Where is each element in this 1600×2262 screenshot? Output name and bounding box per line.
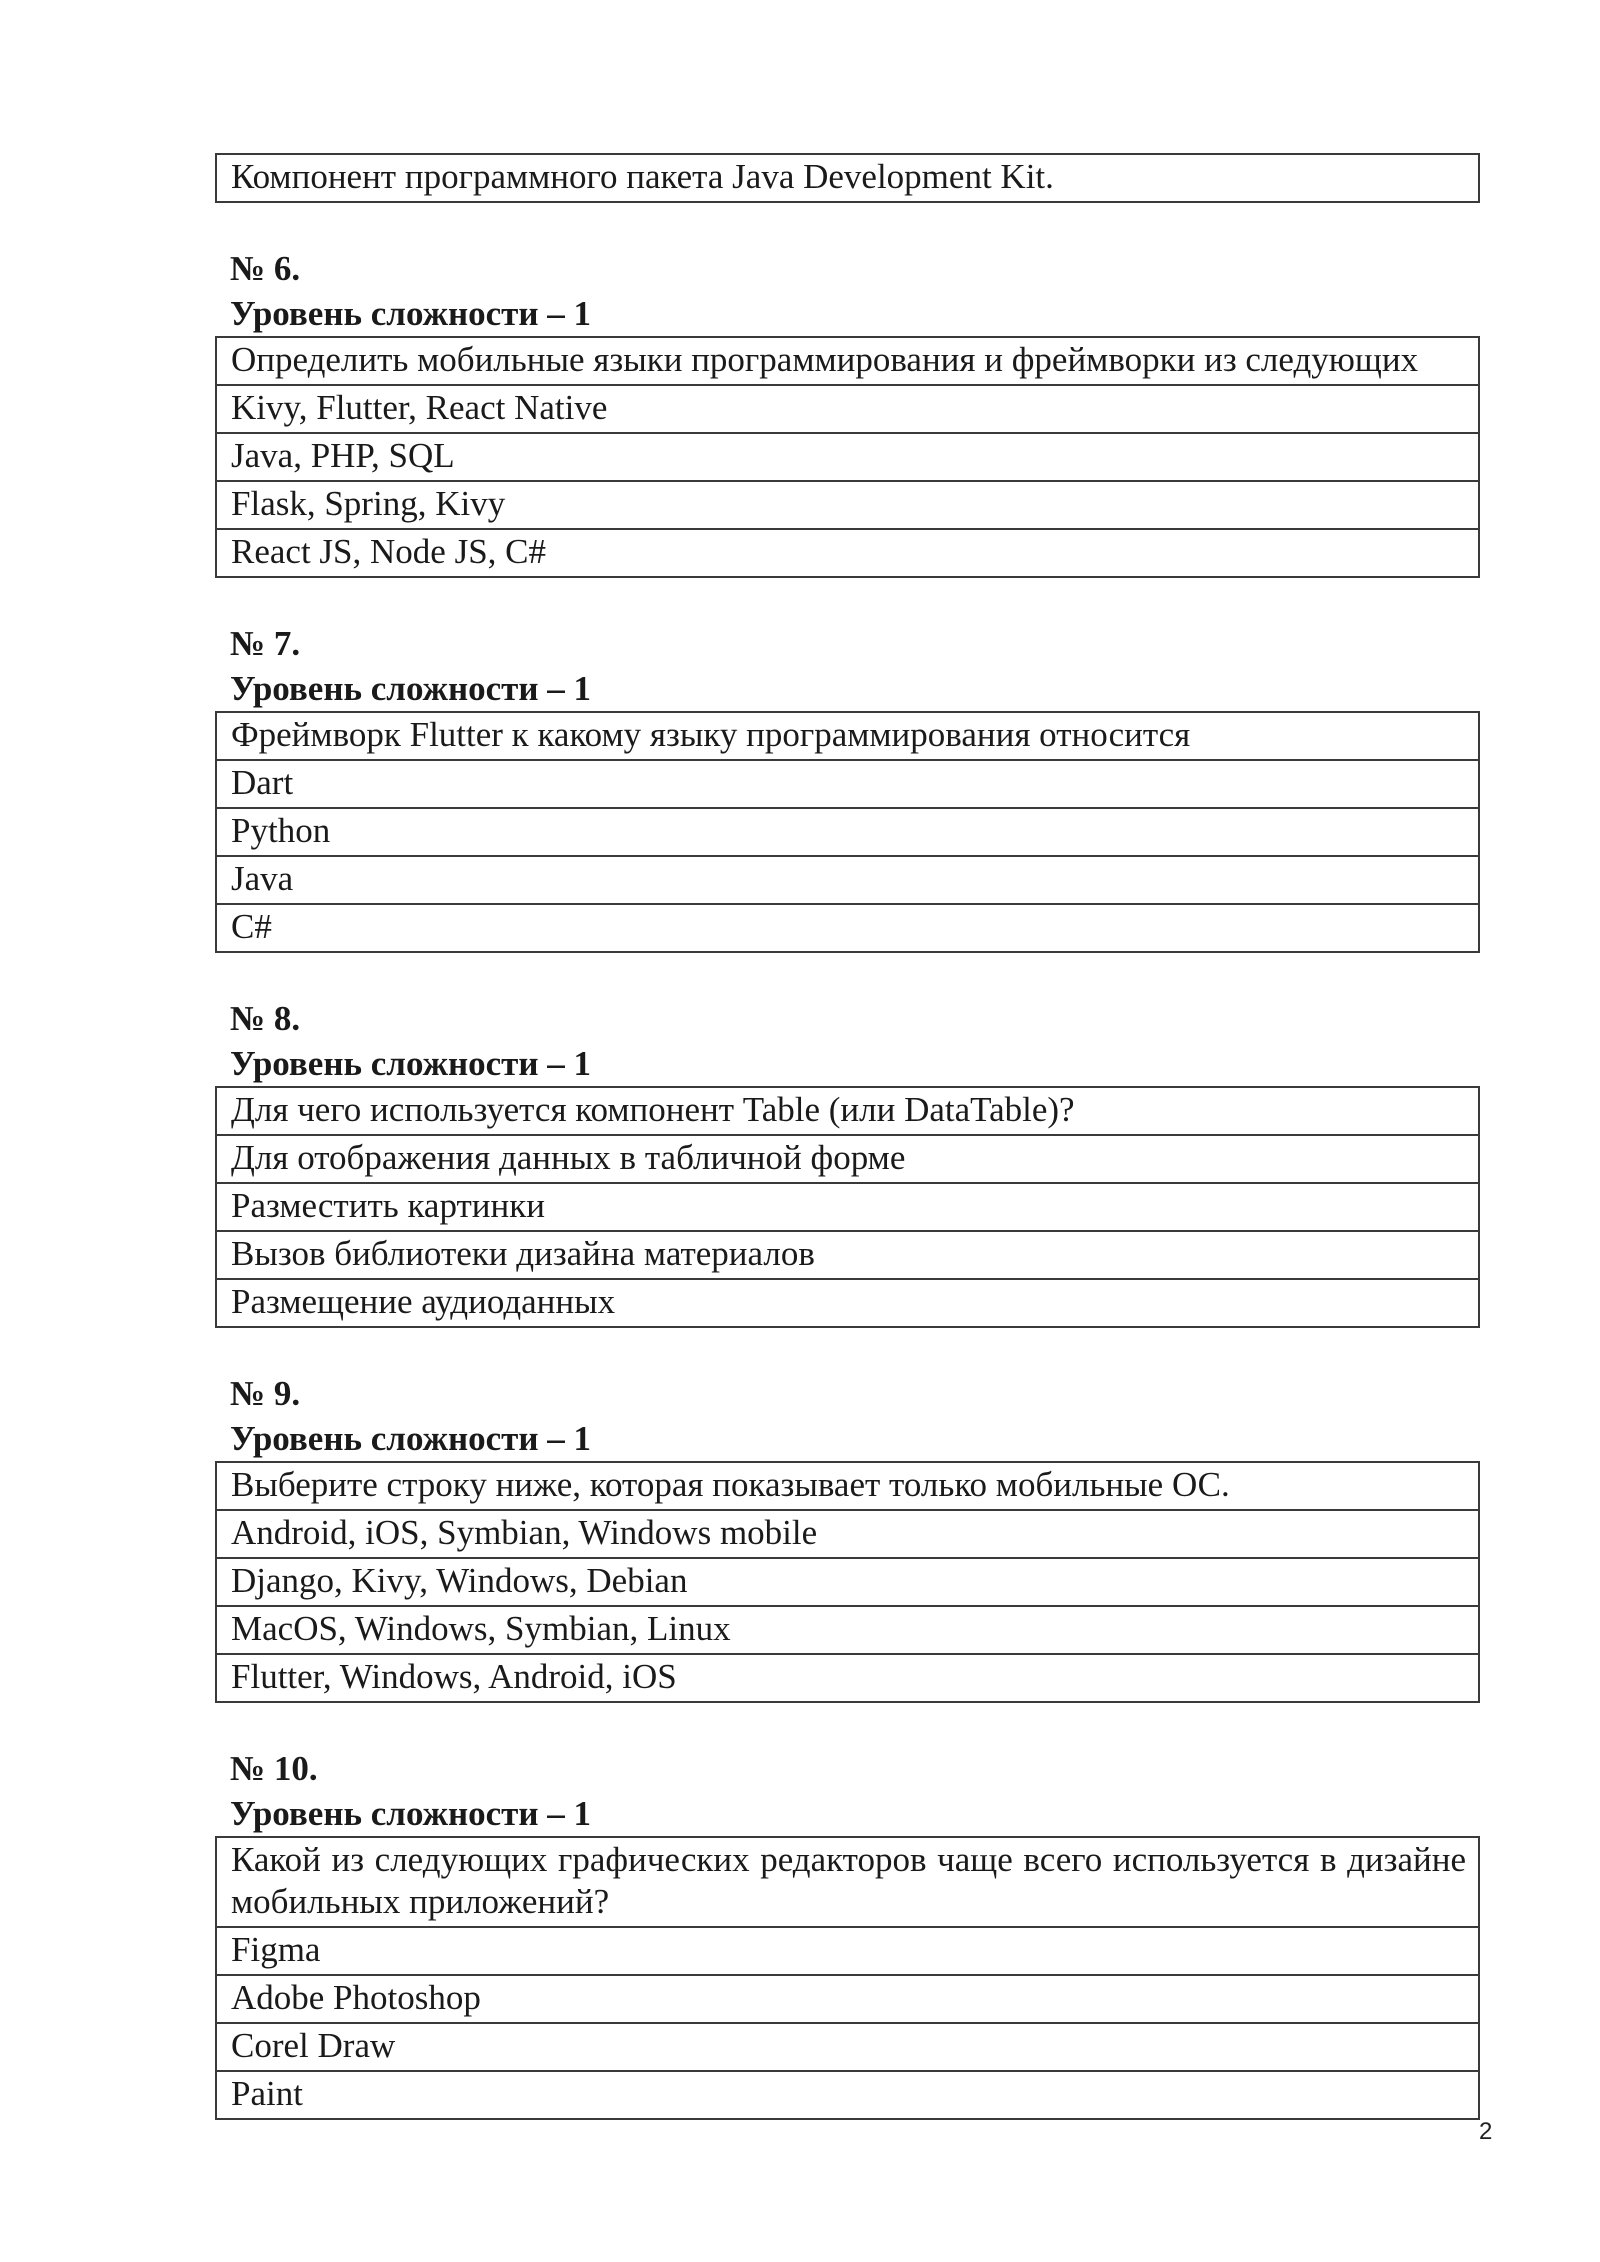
answer-option: React JS, Node JS, C# [216, 529, 1479, 577]
answer-option: MacOS, Windows, Symbian, Linux [216, 1606, 1479, 1654]
table-row [216, 1510, 1479, 1558]
table-row [216, 1558, 1479, 1606]
table-row [216, 1135, 1479, 1183]
question-table [215, 1836, 1480, 2120]
table-row [216, 481, 1479, 529]
table-row [216, 1927, 1479, 1975]
question-number: № 8. [230, 999, 301, 1038]
table-row [216, 2071, 1479, 2119]
table-row [216, 1279, 1479, 1327]
question-number: № 9. [230, 1374, 301, 1413]
table-row [216, 712, 1479, 760]
answer-option: Django, Kivy, Windows, Debian [216, 1558, 1479, 1606]
question-block-7 [215, 621, 1480, 953]
answer-option: C# [216, 904, 1479, 952]
table-row [216, 385, 1479, 433]
table-row [216, 154, 1479, 202]
answer-option: Flask, Spring, Kivy [216, 481, 1479, 529]
answer-option: Размещение аудиоданных [216, 1279, 1479, 1327]
page-number: 2 [1479, 2118, 1493, 2145]
question-block-10 [215, 1746, 1480, 2120]
question-text: Фреймворк Flutter к какому языку программирования относится [216, 712, 1479, 760]
table-row [216, 337, 1479, 385]
answer-option: Adobe Photoshop [216, 1975, 1479, 2023]
table-cell: Компонент программного пакета Java Development Kit. [216, 154, 1479, 202]
question-block-9 [215, 1371, 1480, 1703]
question-number: № 6. [230, 249, 301, 288]
question-block-6 [215, 246, 1480, 578]
difficulty-level: Уровень сложности – 1 [230, 1044, 592, 1083]
difficulty-level: Уровень сложности – 1 [230, 669, 592, 708]
question-table [215, 711, 1480, 953]
answer-option: Kivy, Flutter, React Native [216, 385, 1479, 433]
page-content [215, 153, 1480, 2120]
table-row [216, 760, 1479, 808]
table-row [216, 856, 1479, 904]
table-row [216, 1654, 1479, 1702]
difficulty-level: Уровень сложности – 1 [230, 294, 592, 333]
answer-option: Paint [216, 2071, 1479, 2119]
table-row [216, 2023, 1479, 2071]
question-table [215, 336, 1480, 578]
table-row [216, 1231, 1479, 1279]
question-block-8 [215, 996, 1480, 1328]
table-row [216, 808, 1479, 856]
table-row [216, 1087, 1479, 1135]
question-text: Какой из следующих графических редакторов чаще всего используется в дизайне мобильных приложений? [216, 1837, 1479, 1927]
question-number: № 10. [230, 1749, 318, 1788]
question-text: Для чего используется компонент Table (или DataTable)? [216, 1087, 1479, 1135]
answer-option: Corel Draw [216, 2023, 1479, 2071]
table-row [216, 529, 1479, 577]
table-row [216, 1837, 1479, 1927]
answer-option: Android, iOS, Symbian, Windows mobile [216, 1510, 1479, 1558]
continuation-table [215, 153, 1480, 203]
answer-option: Разместить картинки [216, 1183, 1479, 1231]
answer-option: Flutter, Windows, Android, iOS [216, 1654, 1479, 1702]
answer-option: Figma [216, 1927, 1479, 1975]
answer-option: Java [216, 856, 1479, 904]
difficulty-level: Уровень сложности – 1 [230, 1419, 592, 1458]
table-row [216, 904, 1479, 952]
answer-option: Java, PHP, SQL [216, 433, 1479, 481]
question-text: Определить мобильные языки программирования и фреймворки из следующих [216, 337, 1479, 385]
question-table [215, 1461, 1480, 1703]
question-table [215, 1086, 1480, 1328]
answer-option: Dart [216, 760, 1479, 808]
table-row [216, 433, 1479, 481]
answer-option: Python [216, 808, 1479, 856]
answer-option: Вызов библиотеки дизайна материалов [216, 1231, 1479, 1279]
table-row [216, 1183, 1479, 1231]
table-row [216, 1975, 1479, 2023]
table-row [216, 1606, 1479, 1654]
question-number: № 7. [230, 624, 301, 663]
difficulty-level: Уровень сложности – 1 [230, 1794, 592, 1833]
answer-option: Для отображения данных в табличной форме [216, 1135, 1479, 1183]
question-text: Выберите строку ниже, которая показывает только мобильные ОС. [216, 1462, 1479, 1510]
table-row [216, 1462, 1479, 1510]
